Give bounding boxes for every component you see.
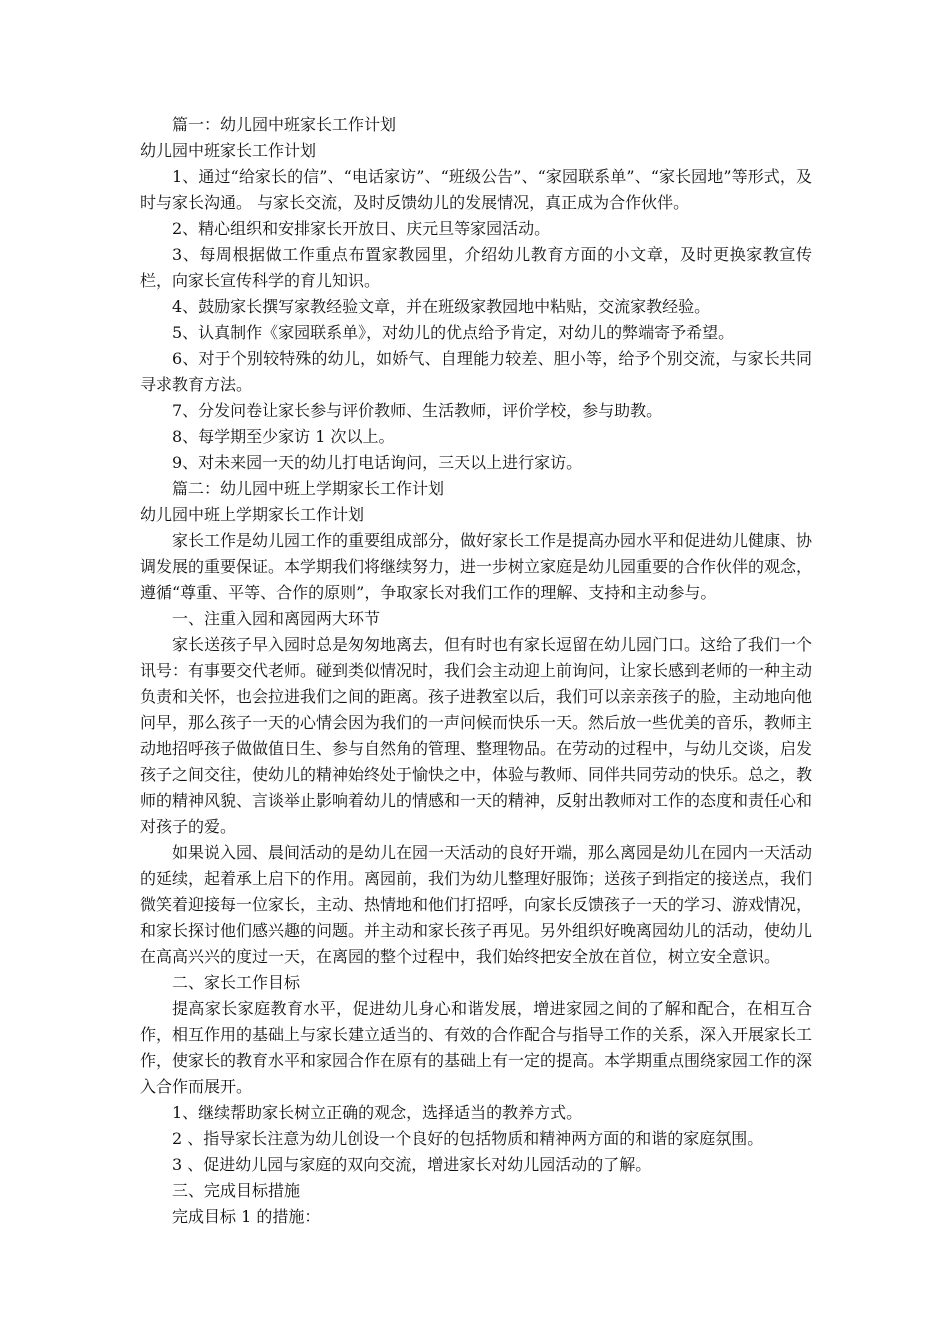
paragraph: 4、鼓励家长撰写家教经验文章，并在班级家教园地中粘贴，交流家教经验。 bbox=[172, 297, 711, 316]
paragraph: 7、分发问卷让家长参与评价教师、生活教师，评价学校，参与助教。 bbox=[172, 401, 663, 420]
paragraph: 1、通过“给家长的信”、“电话家访”、“班级公告”、“家园联系单”、“家长园地”等形式，及时与家长沟通。 与家长交流，及时反馈幼儿的发展情况，真正成为合作伙伴。 bbox=[140, 167, 812, 212]
document-heading-1: 幼儿园中班家长工作计划 bbox=[140, 141, 317, 160]
paragraph: 5、认真制作《家园联系单》，对幼儿的优点给予肯定，对幼儿的弊端寄予希望。 bbox=[172, 323, 735, 342]
paragraph: 完成目标 1 的措施： bbox=[172, 1207, 321, 1226]
paragraph: 2 、指导家长注意为幼儿创设一个良好的包括物质和精神两方面的和谐的家庭氛围。 bbox=[172, 1129, 764, 1148]
paragraph: 家长工作是幼儿园工作的重要组成部分，做好家长工作是提高办园水平和促进幼儿健康、协调发展的重要保证。本学期我们将继续努力，进一步树立家庭是幼儿园重要的合作伙伴的观念，遵循“尊重、平等、合作的原则”，争取家长对我们工作的理解、支持和主动参与。 bbox=[140, 531, 813, 602]
subsection-heading: 一、注重入园和离园两大环节 bbox=[172, 609, 381, 628]
paragraph: 6、对于个别较特殊的幼儿，如娇气、自理能力较差、胆小等，给予个别交流，与家长共同寻求教育方法。 bbox=[140, 349, 812, 394]
paragraph: 如果说入园、晨间活动的是幼儿在园一天活动的良好开端，那么离园是幼儿在园内一天活动的延续，起着承上启下的作用。离园前，我们为幼儿整理好服饰；送孩子到指定的接送点，我们微笑着迎接每一位家长，主动、热情地和他们打招呼，向家长反馈孩子一天的学习、游戏情况，和家长探讨他们感兴趣的问题。并主动和家长孩子再见。另外组织好晚离园幼儿的活动，使幼儿在高高兴兴的度过一天，在离园的整个过程中，我们始终把安全放在首位，树立安全意识。 bbox=[140, 843, 813, 966]
paragraph: 8、每学期至少家访 1 次以上。 bbox=[172, 427, 395, 446]
paragraph: 9、对未来园一天的幼儿打电话询问，三天以上进行家访。 bbox=[172, 453, 583, 472]
subsection-heading: 二、家长工作目标 bbox=[172, 973, 301, 992]
section-title-2: 篇二：幼儿园中班上学期家长工作计划 bbox=[172, 479, 445, 498]
section-title-1: 篇一：幼儿园中班家长工作计划 bbox=[172, 115, 397, 134]
paragraph: 2、精心组织和安排家长开放日、庆元旦等家园活动。 bbox=[172, 219, 551, 238]
paragraph: 1、继续帮助家长树立正确的观念，选择适当的教养方式。 bbox=[172, 1103, 583, 1122]
paragraph: 家长送孩子早入园时总是匆匆地离去，但有时也有家长逗留在幼儿园门口。这给了我们一个讯号：有事要交代老师。碰到类似情况时，我们会主动迎上前询问，让家长感到老师的一种主动负责和关怀，也会拉进我们之间的距离。孩子进教室以后，我们可以亲亲孩子的脸，主动地向他问早，那么孩子一天的心情会因为我们的一声问候而快乐一天。然后放一些优美的音乐，教师主动地招呼孩子做做值日生、参与自然角的管理、整理物品。在劳动的过程中，与幼儿交谈，启发孩子之间交往，使幼儿的精神始终处于愉快之中，体验与教师、同伴共同劳动的快乐。总之，教师的精神风貌、言谈举止影响着幼儿的情感和一天的精神，反射出教师对工作的态度和责任心和对孩子的爱。 bbox=[140, 635, 813, 836]
paragraph: 3 、促进幼儿园与家庭的双向交流，增进家长对幼儿园活动的了解。 bbox=[172, 1155, 652, 1174]
paragraph: 提高家长家庭教育水平，促进幼儿身心和谐发展，增进家园之间的了解和配合，在相互合作，相互作用的基础上与家长建立适当的、有效的合作配合与指导工作的关系，深入开展家长工作，使家长的教育水平和家园合作在原有的基础上有一定的提高。本学期重点围绕家园工作的深入合作而展开。 bbox=[140, 999, 813, 1096]
document-heading-2: 幼儿园中班上学期家长工作计划 bbox=[140, 505, 365, 524]
subsection-heading: 三、完成目标措施 bbox=[172, 1181, 301, 1200]
document-page bbox=[140, 112, 812, 1230]
paragraph: 3、每周根据做工作重点布置家教园里，介绍幼儿教育方面的小文章，及时更换家教宣传栏，向家长宣传科学的育儿知识。 bbox=[140, 245, 812, 290]
